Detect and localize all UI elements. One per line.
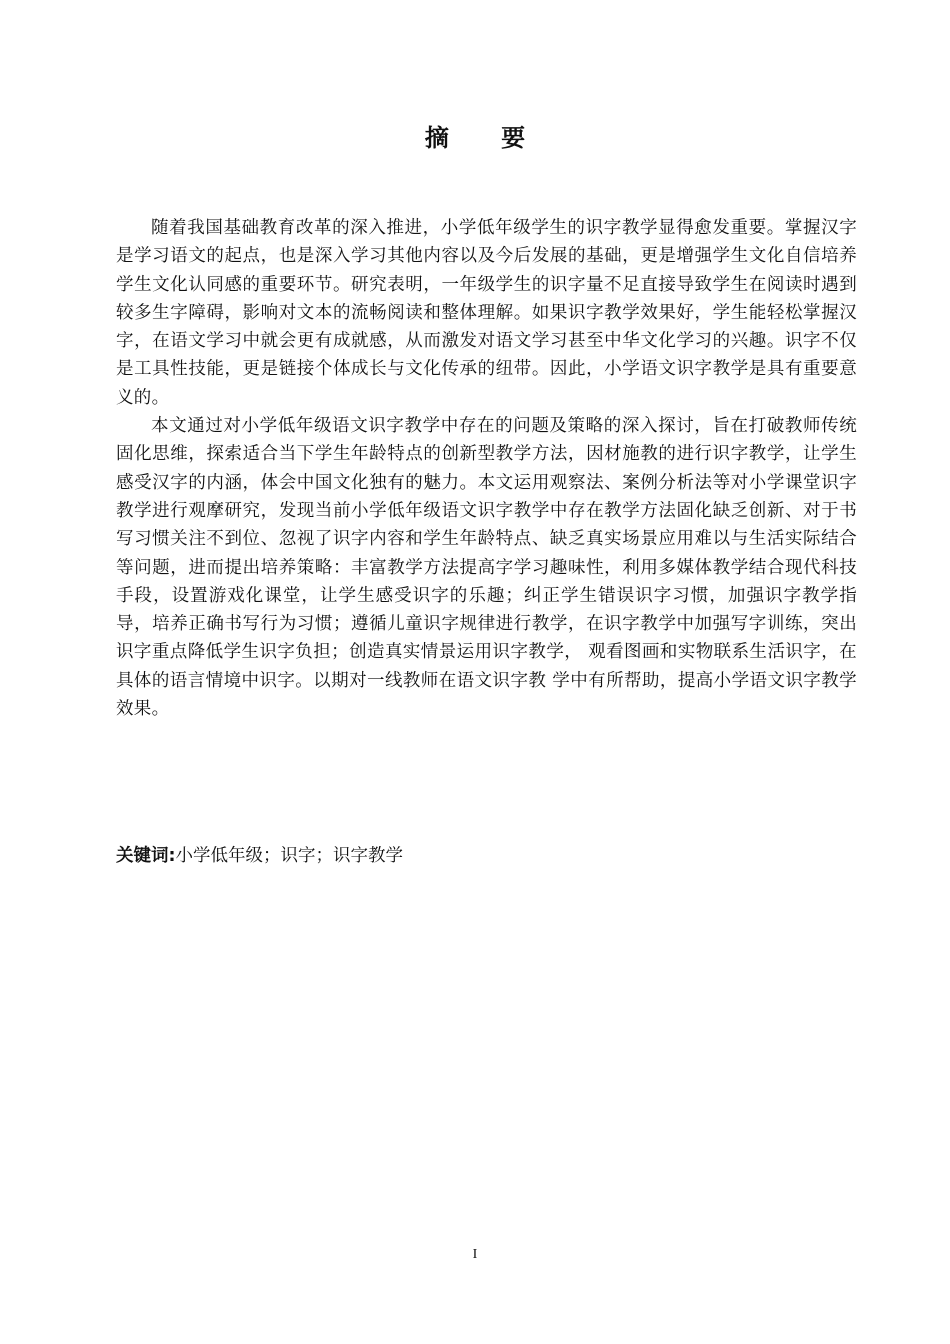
abstract-body [116,214,857,723]
abstract-paragraph-2: 本文通过对小学低年级语文识字教学中存在的问题及策略的深入探讨，旨在打破教师传统固化思维，探索适合当下学生年龄特点的创新型教学方法，因材施教的进行识字教学，让学生感受汉字的内涵，体会中国文化独有的魅力。本文运用观察法、案例分析法等对小学课堂识字教学进行观摩研究，发现当前小学低年级语文识字教学中存在教学方法固化缺乏创新、对于书写习惯关注不到位、忽视了识字内容和学生年龄特点、缺乏真实场景应用难以与生活实际结合等问题，进而提出培养策略：丰富教学方法提高字学习趣味性，利用多媒体教学结合现代科技手段，设置游戏化课堂，让学生感受识字的乐趣；纠正学生错误识字习惯，加强识字教学指导，培养正确书写行为习惯；遵循儿童识字规律进行教学，在识字教学中加强写字训练，突出识字重点降低学生识字负担；创造真实情景运用识字教学， 观看图画和实物联系生活识字，在具体的语言情境中识字。以期对一线教师在语文识字教 学中有所帮助，提高小学语文识字教学效果。 [116,416,857,720]
page-number: I [472,1247,478,1262]
keywords-line [116,842,403,870]
page-title: 摘 要 [424,124,548,152]
keywords-label: 关键词: [116,846,176,866]
abstract-paragraph-1: 随着我国基础教育改革的深入推进，小学低年级学生的识字教学显得愈发重要。掌握汉字是学习语文的起点，也是深入学习其他内容以及今后发展的基础，更是增强学生文化自信培养学生文化认同感的重要环节。研究表明，一年级学生的识字量不足直接导致学生在阅读时遇到较多生字障碍，影响对文本的流畅阅读和整体理解。如果识字教学效果好，学生能轻松掌握汉字，在语文学习中就会更有成就感，从而激发对语文学习甚至中华文化学习的兴趣。识字不仅是工具性技能，更是链接个体成长与文化传承的纽带。因此，小学语文识字教学是具有重要意义的。 [116,218,857,408]
keywords-value: 小学低年级；识字；识字教学 [175,846,403,866]
